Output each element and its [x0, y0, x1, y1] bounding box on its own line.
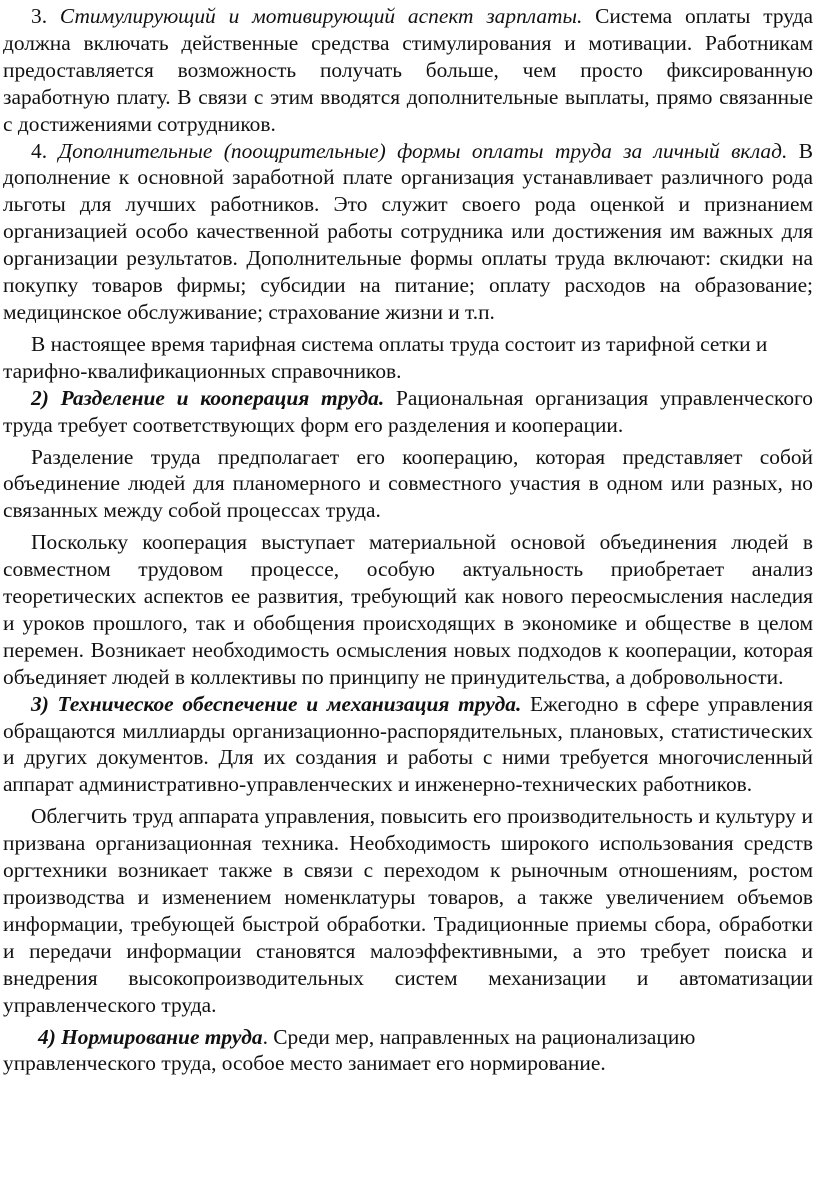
- section-heading: Стимулирующий и мотивирующий аспект зарплаты.: [59, 4, 583, 28]
- paragraph-text: В дополнение к основной заработной плате организация устанавливает различного рода льготы для лучших работников. Это служит своего рода оценкой и признанием организацией особо качественной работы сотрудника или достижения им важных для организации результатов. Дополнительные формы оплаты труда включают: скидки на покупку товаров фирмы; субсидии на питание; оплату расходов на образование; медицинское обслуживание; страхование жизни и т.п.: [3, 138, 814, 324]
- item-number: 3.: [31, 4, 60, 28]
- paragraph-tariff-system: [3, 331, 813, 385]
- paragraph-cooperation-analysis: [3, 529, 813, 690]
- paragraph-text: Система оплаты труда должна включать действенные средства стимулирования и мотивации. Работникам предоставляется возможность получать больше, чем просто фиксированную заработную плату. В связи с этим вводятся дополнительные выплаты, прямо связанные с достижениями сотрудников.: [3, 4, 814, 136]
- paragraph-text: Разделение труда предполагает его кооперацию, которая представляет собой объединение людей для планомерного и совместного участия в одном или разных, но связанных между собой процессах труда.: [3, 444, 813, 523]
- paragraph-incentive-aspect: [3, 3, 813, 138]
- paragraph-text: В настоящее время тарифная система оплаты труда состоит из тарифной сетки и тарифно-квалификационных справочников.: [3, 331, 768, 383]
- paragraph-division-definition: [3, 444, 813, 525]
- section-heading: 2) Разделение и кооперация труда.: [31, 385, 385, 410]
- item-number: 4.: [31, 138, 59, 163]
- section-heading: 4) Нормирование труда: [38, 1024, 263, 1049]
- section-heading: 3) Техническое обеспечение и механизация труда.: [31, 691, 522, 716]
- paragraph-office-equipment: [3, 803, 813, 1018]
- paragraph-text: Облегчить труд аппарата управления, повысить его производительность и культуру и призвана организационная техника. Необходимость широкого использования средств оргтехники возникает также в связи с переходом к рыночным отношениям, ростом производства и изменением номенклатуры товаров, а также увеличением объемов информации, требующей быстрой обработки. Традиционные приемы сбора, обработки и передачи информации становятся малоэффективными, а это требует поиска и внедрения высокопроизводительных систем механизации и автоматизации управленческого труда.: [3, 804, 813, 1017]
- paragraph-division-cooperation: [3, 385, 813, 439]
- paragraph-text: Рациональная организация управленческого труда требует соответствующих форм его разделения и кооперации.: [3, 385, 813, 437]
- paragraph-additional-pay-forms: [3, 138, 813, 326]
- paragraph-text: . Среди мер, направленных на рационализацию управленческого труда, особое место занимает его нормирование.: [3, 1024, 696, 1076]
- paragraph-technical-support: [3, 691, 813, 799]
- paragraph-text: Поскольку кооперация выступает материальной основой объединения людей в совместном трудовом процессе, особую актуальность приобретает анализ теоретических аспектов ее развития, требующий как нового переосмысления наследия и уроков прошлого, так и обобщения происходящих в экономике и обществе в целом перемен. Возникает необходимость осмысления новых подходов к кооперации, которая объединяет людей в коллективы по принципу не принудительства, а добровольности.: [3, 530, 813, 689]
- section-heading: Дополнительные (поощрительные) формы оплаты труда за личный вклад.: [58, 138, 788, 163]
- paragraph-text: Ежегодно в сфере управления обращаются миллиарды организационно-распорядительных, плановых, статистических и других документов. Для их создания и работы с ними требуется многочисленный аппарат административно-управленческих и инженерно-технических работников.: [3, 691, 813, 797]
- paragraph-labor-standards: [3, 1024, 813, 1078]
